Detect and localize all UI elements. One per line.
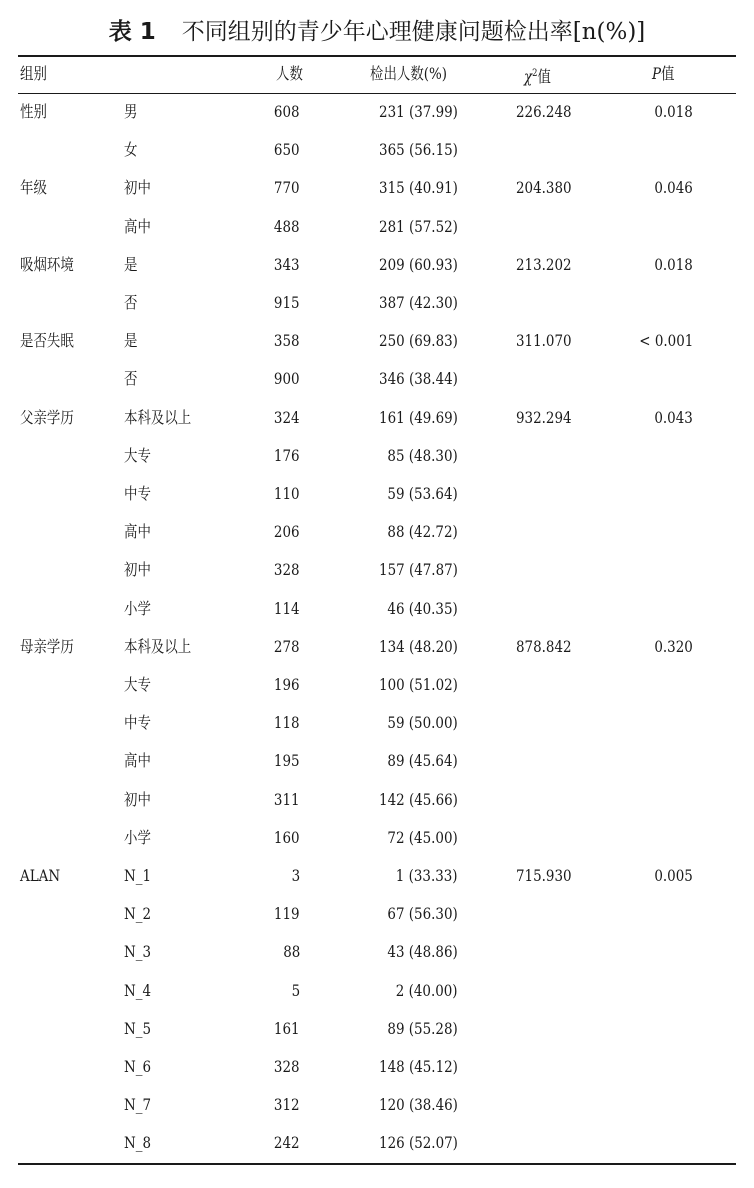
count-cell: 324 [274, 407, 300, 427]
detected-cell: 365 (56.15) [379, 140, 458, 160]
detected-cell: 88 (42.72) [387, 522, 458, 542]
subgroup-label: 小学 [124, 827, 151, 847]
detected-cell: 2 (40.00) [396, 980, 458, 1000]
group-label: ALAN [20, 866, 61, 885]
detected-cell: 59 (50.00) [387, 713, 458, 733]
subgroup-label: N_8 [124, 1133, 152, 1153]
count-cell: 915 [274, 293, 300, 312]
subgroup-label: 女 [124, 140, 138, 160]
subgroup-label: 初中 [124, 178, 151, 198]
detected-cell: 209 (60.93) [379, 254, 458, 274]
subgroup-label: N_5 [124, 1018, 152, 1038]
group-label: 母亲学历 [20, 636, 74, 656]
detected-cell: 89 (45.64) [387, 751, 458, 771]
detected-cell: 120 (38.46) [379, 1095, 458, 1115]
subgroup-label: N_7 [124, 1095, 152, 1115]
detected-cell: 387 (42.30) [379, 293, 458, 312]
detected-cell: 59 (53.64) [387, 484, 458, 503]
detected-cell: 315 (40.91) [379, 178, 458, 198]
detected-cell: 126 (52.07) [379, 1133, 458, 1153]
p-value-cell: 0.005 [654, 866, 693, 885]
detected-cell: 281 (57.52) [379, 216, 458, 236]
chi-square-cell: 226.248 [516, 102, 572, 121]
subgroup-label: 高中 [124, 522, 151, 542]
count-cell: 328 [274, 560, 300, 580]
count-cell: 328 [274, 1057, 300, 1076]
detected-cell: 142 (45.66) [379, 789, 458, 809]
subgroup-label: N_6 [124, 1057, 152, 1076]
subgroup-label: 大专 [124, 675, 151, 694]
count-cell: 114 [274, 598, 300, 618]
count-cell: 160 [274, 827, 300, 847]
header-count: 人数 [276, 64, 303, 83]
group-label: 年级 [20, 178, 47, 198]
header-group: 组别 [20, 64, 47, 83]
subgroup-label: 大专 [124, 445, 151, 465]
p-value-cell: 0.018 [654, 102, 693, 121]
detected-cell: 46 (40.35) [387, 598, 458, 618]
count-cell: 358 [274, 331, 300, 351]
detected-cell: 43 (48.86) [387, 942, 458, 962]
header-detected: 检出人数(%) [370, 64, 448, 83]
count-cell: 770 [274, 178, 300, 198]
p-value-cell: 0.043 [654, 407, 693, 427]
chi-square-cell: 715.930 [516, 866, 572, 885]
header-rule [18, 93, 736, 94]
subgroup-label: 本科及以上 [124, 636, 192, 656]
group-label: 是否失眠 [20, 331, 74, 351]
subgroup-label: 否 [124, 293, 138, 312]
subgroup-label: 中专 [124, 484, 151, 503]
detected-cell: 161 (49.69) [379, 407, 458, 427]
count-cell: 88 [282, 942, 300, 962]
header-chi-square [524, 64, 551, 87]
group-label: 吸烟环境 [20, 254, 74, 274]
detected-cell: 134 (48.20) [379, 636, 458, 656]
bottom-rule [18, 1163, 736, 1165]
count-cell: 278 [274, 636, 300, 656]
count-cell: 608 [274, 102, 300, 121]
table-caption: 不同组别的青少年心理健康问题检出率 [181, 19, 573, 45]
subgroup-label: 男 [124, 102, 138, 121]
count-cell: 343 [274, 254, 300, 274]
detected-cell: 148 (45.12) [379, 1057, 458, 1076]
count-cell: 195 [274, 751, 300, 771]
p-value-cell: 0.320 [654, 636, 693, 656]
count-cell: 196 [274, 675, 300, 694]
subgroup-label: 是 [124, 254, 138, 274]
count-cell: 311 [274, 789, 300, 809]
detected-cell: 85 (48.30) [387, 445, 458, 465]
subgroup-label: 高中 [124, 751, 151, 771]
detected-cell: 157 (47.87) [379, 560, 458, 580]
subgroup-label: N_4 [124, 980, 152, 1000]
detected-cell: 231 (37.99) [379, 102, 458, 121]
group-label: 性别 [20, 102, 47, 121]
top-rule [18, 55, 736, 57]
count-cell: 118 [274, 713, 300, 733]
count-cell: 242 [274, 1133, 300, 1153]
detected-cell: 1 (33.33) [396, 866, 458, 885]
count-cell: 650 [274, 140, 300, 160]
chi-square-cell: 932.294 [516, 407, 572, 427]
count-cell: 119 [274, 904, 300, 924]
chi-symbol: χ [524, 67, 533, 86]
table-number: 表 1 [108, 19, 156, 45]
count-cell: 110 [274, 484, 300, 503]
chi-square-cell: 204.380 [516, 178, 572, 198]
detected-cell: 67 (56.30) [387, 904, 458, 924]
p-value-cell: 0.018 [654, 254, 693, 274]
count-cell: 312 [274, 1095, 300, 1115]
subgroup-label: 是 [124, 331, 138, 351]
subgroup-label: 否 [124, 369, 138, 389]
detected-cell: 250 (69.83) [379, 331, 458, 351]
chi-square-cell: 311.070 [516, 331, 572, 351]
chi-superscript: 2 [532, 68, 538, 79]
header-p-value [652, 64, 674, 84]
count-cell: 900 [274, 369, 300, 389]
count-cell: 206 [274, 522, 300, 542]
detected-cell: 346 (38.44) [379, 369, 458, 389]
chi-suffix: 值 [537, 67, 551, 86]
detected-cell: 72 (45.00) [387, 827, 458, 847]
count-cell: 3 [291, 866, 300, 885]
count-cell: 161 [274, 1018, 300, 1038]
table-unit: [n(%)] [572, 19, 646, 45]
subgroup-label: 高中 [124, 216, 151, 236]
subgroup-label: 初中 [124, 789, 151, 809]
p-value-cell: 0.046 [654, 178, 693, 198]
subgroup-label: 本科及以上 [124, 407, 192, 427]
group-label: 父亲学历 [20, 407, 74, 427]
chi-square-cell: 878.842 [516, 636, 572, 656]
subgroup-label: N_3 [124, 942, 152, 962]
subgroup-label: 小学 [124, 598, 151, 618]
subgroup-label: N_2 [124, 904, 152, 924]
p-value-cell: < 0.001 [638, 331, 693, 351]
detected-cell: 100 (51.02) [379, 675, 458, 694]
subgroup-label: 初中 [124, 560, 151, 580]
chi-square-cell: 213.202 [516, 254, 572, 274]
count-cell: 176 [274, 445, 300, 465]
table-title [0, 14, 754, 50]
detected-cell: 89 (55.28) [387, 1018, 458, 1038]
p-suffix: 值 [661, 64, 675, 83]
count-cell: 5 [291, 980, 300, 1000]
subgroup-label: 中专 [124, 713, 151, 733]
subgroup-label: N_1 [124, 866, 152, 885]
p-symbol: P [652, 64, 662, 83]
count-cell: 488 [274, 216, 300, 236]
